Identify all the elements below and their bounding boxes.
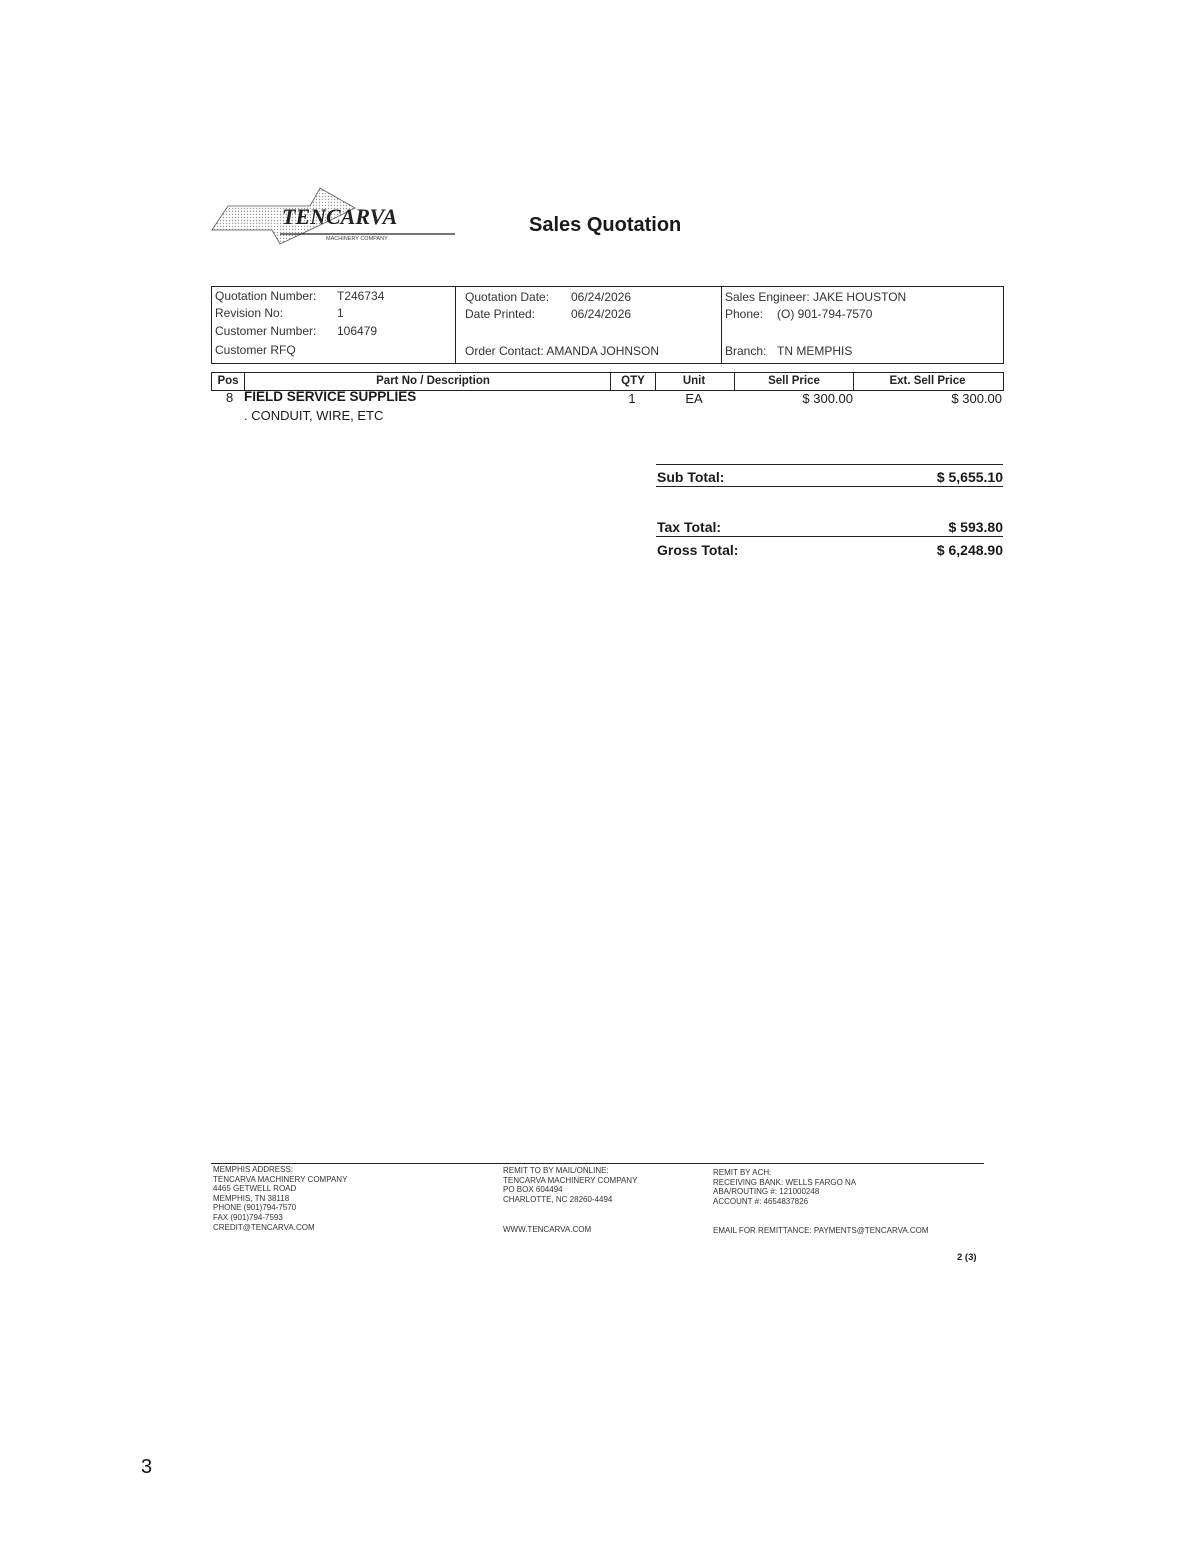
footer-line: ABA/ROUTING #: 121000248 — [713, 1187, 820, 1197]
phone-label: Phone: — [725, 307, 764, 321]
footer-line: CHARLOTTE, NC 28260-4494 — [503, 1194, 613, 1204]
footer-rule — [211, 1163, 984, 1164]
tax-total-underline — [656, 536, 1003, 537]
header-qty: QTY — [610, 373, 656, 390]
footer-line: CREDIT@TENCARVA.COM — [213, 1222, 315, 1232]
quotation-number-label: Quotation Number: — [215, 289, 317, 303]
logo-subtext: MACHINERY COMPANY — [326, 236, 388, 242]
quotation-date-label: Quotation Date: — [465, 290, 550, 304]
row-pos: 8 — [226, 390, 234, 405]
sales-engineer-value: JAKE HOUSTON — [813, 290, 907, 304]
header-ext-sell-price: Ext. Sell Price — [889, 375, 966, 387]
company-logo — [210, 186, 460, 248]
footer-line: RECEIVING BANK: WELLS FARGO NA — [713, 1177, 857, 1187]
subtotal-value: $ 5,655.10 — [936, 469, 1003, 485]
branch-row — [725, 344, 852, 358]
quotation-number-row — [215, 289, 384, 303]
gross-total-label: Gross Total: — [657, 542, 739, 558]
logo-text: TENCARVA — [282, 204, 398, 229]
logo-graphic — [210, 186, 460, 248]
header-sell-price: Sell Price — [734, 373, 854, 390]
tax-total-label: Tax Total: — [657, 519, 722, 535]
date-printed-value: 06/24/2026 — [571, 307, 632, 321]
row-ext-sell-price: $ 300.00 — [951, 391, 1002, 406]
revision-row — [215, 306, 344, 320]
quotation-date-row — [465, 290, 631, 304]
page-title: Sales Quotation — [529, 214, 682, 236]
footer-website-link[interactable]: WWW.TENCARVA.COM — [503, 1225, 592, 1234]
tax-total-value: $ 593.80 — [948, 519, 1003, 535]
order-contact-row — [465, 344, 659, 358]
footer-line: ACCOUNT #: 4654837826 — [713, 1196, 809, 1206]
quotation-date-value: 06/24/2026 — [571, 290, 632, 304]
order-contact-label: Order Contact: — [465, 344, 544, 358]
footer-line: TENCARVA MACHINERY COMPANY — [503, 1175, 638, 1185]
quotation-info-box — [211, 286, 1004, 364]
revision-label: Revision No: — [215, 306, 284, 320]
customer-rfq-label: Customer RFQ — [215, 343, 296, 357]
phone-value: (O) 901-794-7570 — [777, 307, 873, 321]
dates-info-column — [455, 287, 721, 363]
footer-line: PHONE (901)794-7570 — [213, 1203, 297, 1213]
footer-line: REMIT BY ACH: — [713, 1168, 772, 1177]
sales-engineer-row — [725, 290, 906, 304]
gross-total-value: $ 6,248.90 — [936, 542, 1003, 558]
header-pos: Pos — [212, 373, 245, 390]
row-description: . CONDUIT, WIRE, ETC — [244, 408, 384, 423]
header-unit: Unit — [682, 375, 706, 387]
row-sell-price: $ 300.00 — [802, 391, 853, 406]
footer-remit-ach — [713, 1168, 856, 1206]
footer-remit-mail — [503, 1166, 637, 1204]
order-contact-value: AMANDA JOHNSON — [546, 344, 660, 358]
subtotal-label: Sub Total: — [657, 469, 725, 485]
header-description: Part No / Description — [376, 375, 490, 387]
date-printed-label: Date Printed: — [465, 307, 536, 321]
footer-line: 4465 GETWELL ROAD — [213, 1184, 297, 1194]
footer-memphis-address — [213, 1165, 347, 1232]
footer-line: FAX (901)794-7593 — [213, 1212, 283, 1222]
sales-engineer-label: Sales Engineer: — [725, 290, 810, 304]
footer-line: MEMPHIS ADDRESS: — [213, 1165, 294, 1174]
customer-number-value: 106479 — [337, 324, 378, 338]
page-number: 2 (3) — [957, 1252, 977, 1263]
footer-line: REMIT TO BY MAIL/ONLINE: — [503, 1166, 609, 1175]
footer-remittance-email[interactable]: EMAIL FOR REMITTANCE: PAYMENTS@TENCARVA.COM — [713, 1226, 929, 1235]
branch-value: TN MEMPHIS — [777, 344, 853, 358]
row-unit: EA — [685, 391, 703, 406]
date-printed-row — [465, 307, 631, 321]
revision-value: 1 — [337, 306, 344, 320]
subtotal-rule — [656, 464, 1003, 465]
customer-number-row — [215, 324, 377, 338]
row-qty: 1 — [628, 391, 636, 406]
row-part: FIELD SERVICE SUPPLIES — [244, 389, 417, 404]
quotation-number-value: T246734 — [337, 289, 385, 303]
corner-page-number: 3 — [141, 1456, 153, 1478]
quotation-info-column — [212, 287, 456, 363]
subtotal-underline — [656, 486, 1003, 487]
phone-row — [725, 307, 872, 321]
footer-line: MEMPHIS, TN 38118 — [213, 1193, 290, 1203]
branch-label: Branch: — [725, 344, 767, 358]
customer-number-label: Customer Number: — [215, 324, 317, 338]
sales-info-column — [721, 287, 1003, 363]
footer-line: PO BOX 604494 — [503, 1185, 563, 1195]
footer-line: TENCARVA MACHINERY COMPANY — [213, 1174, 348, 1184]
